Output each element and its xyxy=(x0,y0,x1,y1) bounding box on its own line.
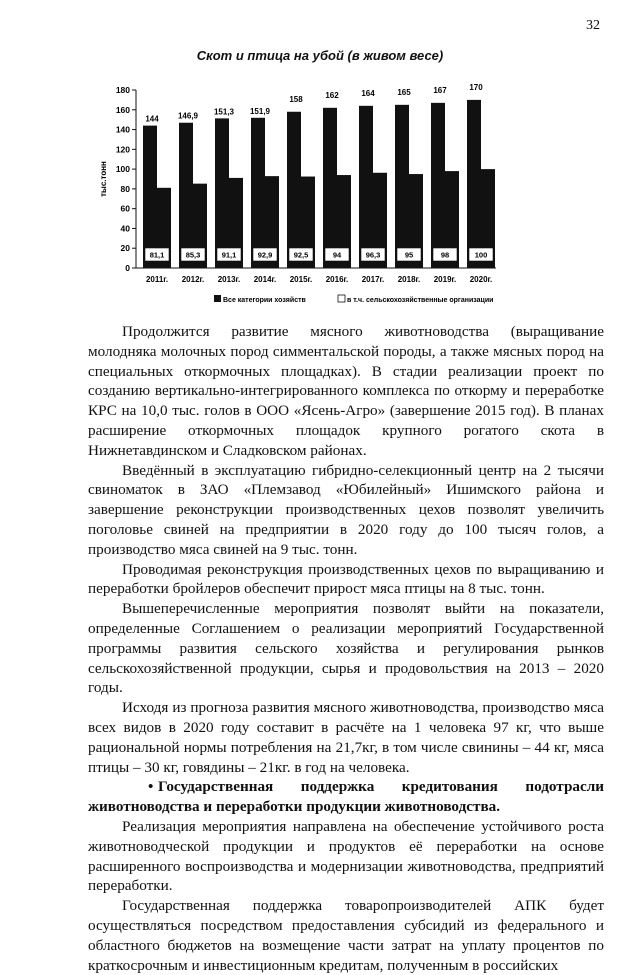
paragraph-2: Введённый в эксплуатацию гибридно-селекционный центр на 2 тысячи свиноматок в ЗАО «Племзавод «Юбилейный» Ишимского района и завершение реконструкции производственных цехов позволят увеличить поголовье свиней на предприятии в 2020 году до 100 тысяч голов, а производство мяса свиней на 9 тыс. тонн. xyxy=(88,461,604,558)
data-label-all: 144 xyxy=(145,114,159,124)
y-tick-label: 140 xyxy=(115,124,130,135)
x-tick-label: 2016г. xyxy=(325,275,349,284)
bar-all-categories xyxy=(359,106,373,268)
x-tick-label: 2012г. xyxy=(181,275,205,284)
chart-title: Скот и птица на убой (в живом весе) xyxy=(196,48,444,63)
data-label-agri: 96,3 xyxy=(365,250,381,260)
y-tick-label: 180 xyxy=(115,85,130,95)
y-tick-label: 100 xyxy=(115,164,130,175)
legend-label-all: Все категории хозяйств xyxy=(223,297,306,304)
paragraph-1: Продолжится развитие мясного животноводства (выращивание молодняка молочных пород симментальской породы, а также мясных пород на специальных откормочных площадках). В стадии реализации проект по созданию вертикально-интегрированного комплекса по откорму и переработке КРС на 10,0 тыс. голов в ООО «Ясень-Агро» (завершение 2015 год). В планах расширение откормочных площадок крупного рогатого скота в Нижнетавдинском и Сладковском районах. xyxy=(88,323,604,459)
x-tick-label: 2014г. xyxy=(253,275,277,284)
data-label-agri: 81,1 xyxy=(149,250,165,260)
data-label-all: 170 xyxy=(469,82,483,92)
y-tick-label: 60 xyxy=(120,203,130,214)
bar-chart xyxy=(70,70,510,315)
data-label-agri: 94 xyxy=(332,250,342,260)
bullet-heading xyxy=(88,777,604,817)
data-label-all: 164 xyxy=(361,88,375,98)
legend-swatch-agri xyxy=(338,295,345,302)
bullet-text: Государственная поддержка кредитования подотрасли животноводства и переработки продукции животноводства. xyxy=(88,778,604,816)
bar-all-categories xyxy=(395,105,409,268)
data-label-agri: 91,1 xyxy=(221,250,237,260)
data-label-agri: 92,5 xyxy=(293,250,309,260)
data-label-all: 146,9 xyxy=(177,111,199,121)
y-tick-label: 0 xyxy=(125,263,130,273)
data-label-agri: 100 xyxy=(474,250,488,260)
page-number: 32 xyxy=(586,18,600,33)
bar-all-categories xyxy=(431,103,445,268)
data-label-agri: 98 xyxy=(440,250,450,260)
x-tick-label: 2013г. xyxy=(217,275,241,284)
legend-swatch-all xyxy=(214,295,221,302)
x-tick-label: 2019г. xyxy=(433,275,457,284)
bar-all-categories xyxy=(215,118,229,268)
y-tick-label: 20 xyxy=(120,243,130,254)
bar-all-categories xyxy=(467,100,481,268)
data-label-agri: 92,9 xyxy=(257,250,273,260)
bar-all-categories xyxy=(143,126,157,268)
data-label-agri: 85,3 xyxy=(185,250,201,260)
legend-label-agri: в т.ч. сельскохозяйственные организации xyxy=(347,297,494,304)
y-axis-title: тыс.тонн xyxy=(99,161,108,197)
y-tick-label: 120 xyxy=(115,144,130,155)
bar-all-categories xyxy=(251,118,265,268)
data-label-all: 165 xyxy=(397,87,411,97)
data-label-all: 167 xyxy=(433,85,447,95)
bullet-symbol: • xyxy=(148,778,154,796)
paragraph-7: Государственная поддержка товаропроизводителей АПК будет осуществляться посредством предоставления субсидий из федерального и областного бюджетов на возмещение части затрат на уплату процентов по краткосрочным и инвестиционным кредитам, полученным в российских xyxy=(88,897,604,974)
data-label-all: 151,9 xyxy=(249,106,271,116)
paragraph-3: Проводимая реконструкция производственных цехов по выращиванию и переработки бройлеров обеспечит прирост мяса птицы на 8 тыс. тонн. xyxy=(88,560,604,598)
y-tick-label: 80 xyxy=(120,183,130,194)
body-text xyxy=(88,322,604,975)
x-tick-label: 2018г. xyxy=(397,275,421,284)
x-tick-label: 2015г. xyxy=(289,275,313,284)
data-label-all: 158 xyxy=(289,94,303,104)
bar-all-categories xyxy=(179,123,193,268)
data-label-agri: 95 xyxy=(404,250,414,260)
y-tick-label: 160 xyxy=(115,104,130,115)
x-tick-label: 2011г. xyxy=(145,275,169,284)
data-label-all: 162 xyxy=(325,90,339,100)
bar-all-categories xyxy=(323,108,337,268)
bar-all-categories xyxy=(287,112,301,268)
y-tick-label: 40 xyxy=(120,223,130,234)
paragraph-6: Реализация мероприятия направлена на обеспечение устойчивого роста животноводческой продукции и продуктов её переработки на основе расширенного воспроизводства и модернизации животноводства, предприятий переработки. xyxy=(88,817,604,895)
data-label-all: 151,3 xyxy=(213,107,235,117)
paragraph-4: Вышеперечисленные мероприятия позволят выйти на показатели, определенные Соглашением о реализации мероприятий Государственной программы развития сельского хозяйства и регулирования рынков сельскохозяйственной продукции, сырья и продовольствия на 2013 – 2020 годы. xyxy=(88,600,604,697)
x-tick-label: 2017г. xyxy=(361,275,385,284)
x-tick-label: 2020г. xyxy=(469,275,493,284)
paragraph-5: Исходя из прогноза развития мясного животноводства, производство мяса всех видов в 2020 году составит в расчёте на 1 человека 97 кг, что выше рациональной нормы потребления на 21,7кг, в том числе свинины – 44 кг, мяса птицы – 30 кг, говядины – 21кг. в год на человека. xyxy=(88,699,604,776)
